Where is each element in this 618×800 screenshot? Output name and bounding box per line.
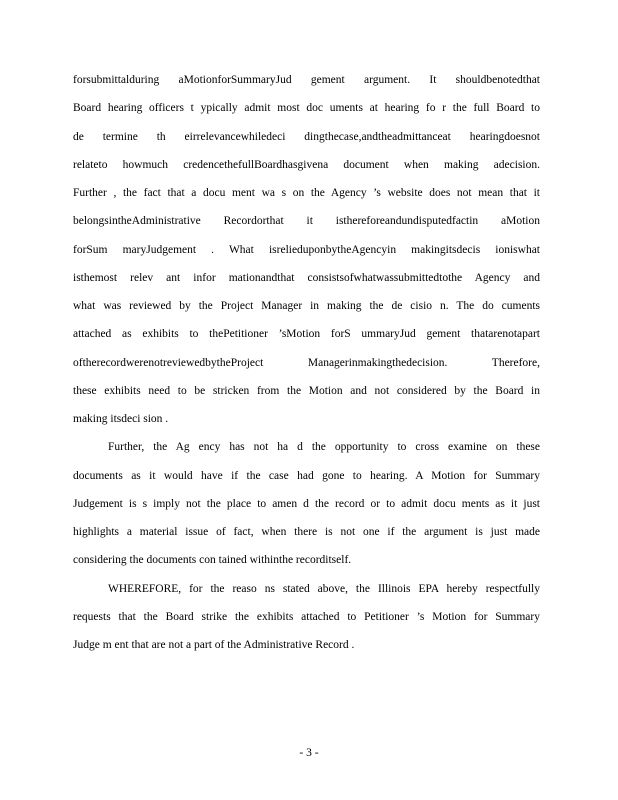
- page-number: - 3 -: [299, 747, 319, 759]
- text-line: Board hearing officers t ypically admit most doc uments at hearing fo r the full Board to: [73, 102, 540, 115]
- paragraph-no-opportunity: [73, 439, 540, 580]
- text-line: highlights a material issue of fact, when there is not one if the argument is just made: [73, 526, 540, 538]
- paragraph-wherefore: [73, 581, 540, 666]
- text-line: relateto howmuch credencethefullBoardhasgivena document when making adecision.: [73, 158, 540, 171]
- paragraph-argument-continued: [73, 72, 540, 439]
- text-line: documents as it would have if the case had gone to hearing. A Motion for Summary: [73, 469, 540, 482]
- text-line: oftherecordwerenotreviewedbytheProject Managerinmakingthedecision. Therefore,: [73, 356, 540, 369]
- text-line: what was reviewed by the Project Manager in making the de cisio n. The do cuments: [73, 300, 540, 312]
- text-line: making itsdeci sion .: [73, 413, 169, 425]
- text-line: Further, the Ag ency has not ha d the opportunity to cross examine on these: [108, 441, 540, 454]
- text-line: WHEREFORE, for the reaso ns stated above, the Illinois EPA hereby respectfully: [108, 582, 540, 595]
- document-body: [73, 72, 540, 665]
- text-line: these exhibits need to be stricken from the Motion and not considered by the Board in: [73, 384, 540, 397]
- text-line: forSum maryJudgement . What isrelieduponbytheAgencyin makingitsdecis ioniswhat: [73, 243, 540, 256]
- text-line: belongsintheAdministrative Recordorthat it isthereforeandundisputedfactin aMotion: [73, 215, 540, 228]
- text-line: isthemost relev ant infor mationandthat consistsofwhatwassubmittedtothe Agency and: [73, 271, 540, 284]
- text-line: Judgement is s imply not the place to amen d the record or to admit docu ments as it just: [73, 497, 540, 510]
- text-line: requests that the Board strike the exhibits attached to Petitioner ’s Motion for Summary: [73, 610, 540, 623]
- text-line: de termine th eirrelevancewhiledeci dingthecase,andtheadmittanceat hearingdoesnot: [73, 130, 540, 143]
- text-line: forsubmittalduring aMotionforSummaryJud gement argument. It shouldbenotedthat: [73, 74, 540, 86]
- text-line: attached as exhibits to thePetitioner ’sMotion forS ummaryJud gement thatarenotapart: [73, 328, 540, 341]
- text-line: Further , the fact that a docu ment wa s on the Agency ’s website does not mean that it: [73, 187, 540, 199]
- text-line: Judge m ent that are not a part of the Administrative Record .: [73, 639, 355, 651]
- text-line: considering the documents con tained withinthe recorditself.: [73, 554, 352, 567]
